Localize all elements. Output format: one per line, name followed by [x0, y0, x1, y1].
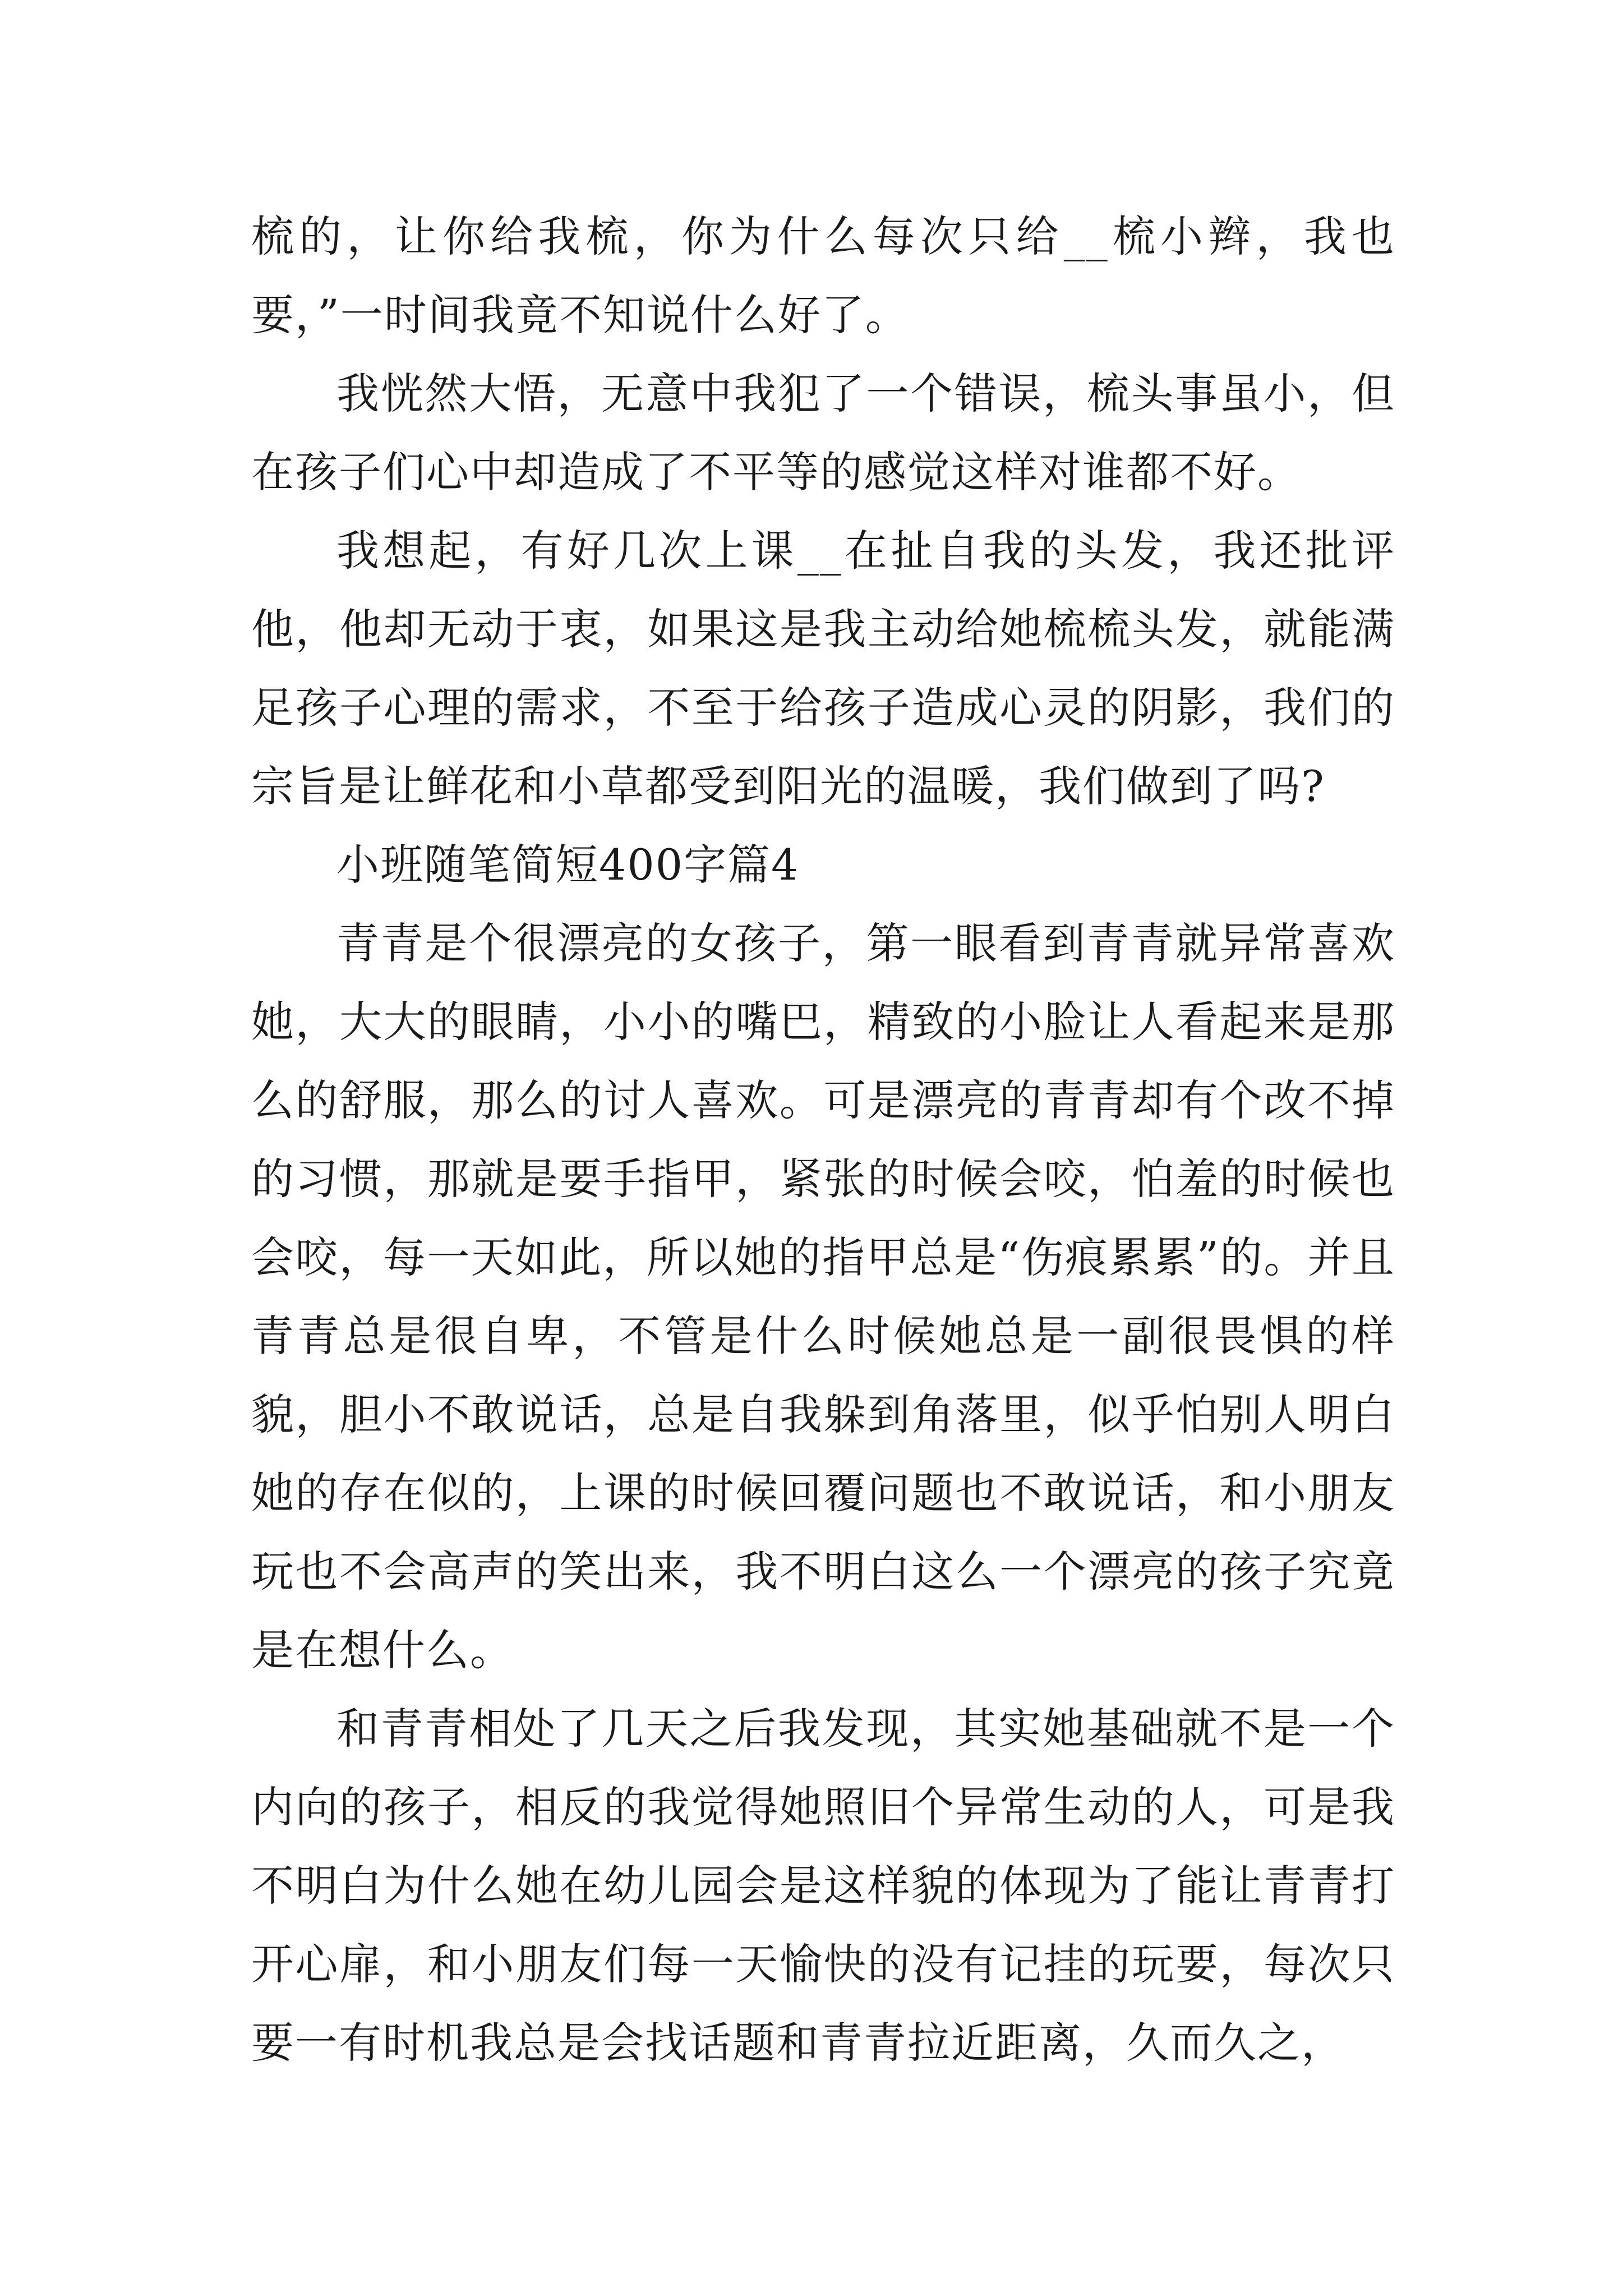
- paragraph-realization: 我恍然大悟，无意中我犯了一个错误，梳头事虽小，但在孩子们心中却造成了不平等的感觉这样对谁都不好。: [251, 369, 1395, 497]
- section-heading: 小班随笔简短400字篇4: [336, 840, 800, 890]
- paragraph-qingqing-observation: 和青青相处了几天之后我发现，其实她基础就不是一个内向的孩子，相反的我觉得她照旧个异常生动的人，可是我不明白为什么她在幼儿园会是这样貌的体现为了能让青青打开心扉，和小朋友们每一天愉快的没有记挂的玩要，每次只要一有时机我总是会找话题和青青拉近距离，久而久之，: [251, 1704, 1395, 2068]
- document-body: [251, 197, 1395, 2082]
- paragraph-reflection: 我想起，有好几次上课__在扯自我的头发，我还批评他，他却无动于衷，如果这是我主动给她梳梳头发，就能满足孩子心理的需求，不至于给孩子造成心灵的阴影，我们的宗旨是让鲜花和小草都受到阳光的温暖，我们做到了吗?: [251, 526, 1395, 811]
- paragraph-qingqing-intro: 青青是个很漂亮的女孩子，第一眼看到青青就异常喜欢她，大大的眼睛，小小的嘴巴，精致的小脸让人看起来是那么的舒服，那么的讨人喜欢。可是漂亮的青青却有个改不掉的习惯，那就是要手指甲，紧张的时候会咬，怕羞的时候也会咬，每一天如此，所以她的指甲总是“伤痕累累”的。并且青青总是很自卑，不管是什么时候她总是一副很畏惧的样貌，胆小不敢说话，总是自我躲到角落里，似乎怕别人明白她的存在似的，上课的时候回覆问题也不敢说话，和小朋友玩也不会高声的笑出来，我不明白这么一个漂亮的孩子究竟是在想什么。: [251, 918, 1395, 1675]
- paragraph-continuation: 梳的，让你给我梳，你为什么每次只给__梳小辫，我也要，”一时间我竟不知说什么好了。: [251, 211, 1395, 340]
